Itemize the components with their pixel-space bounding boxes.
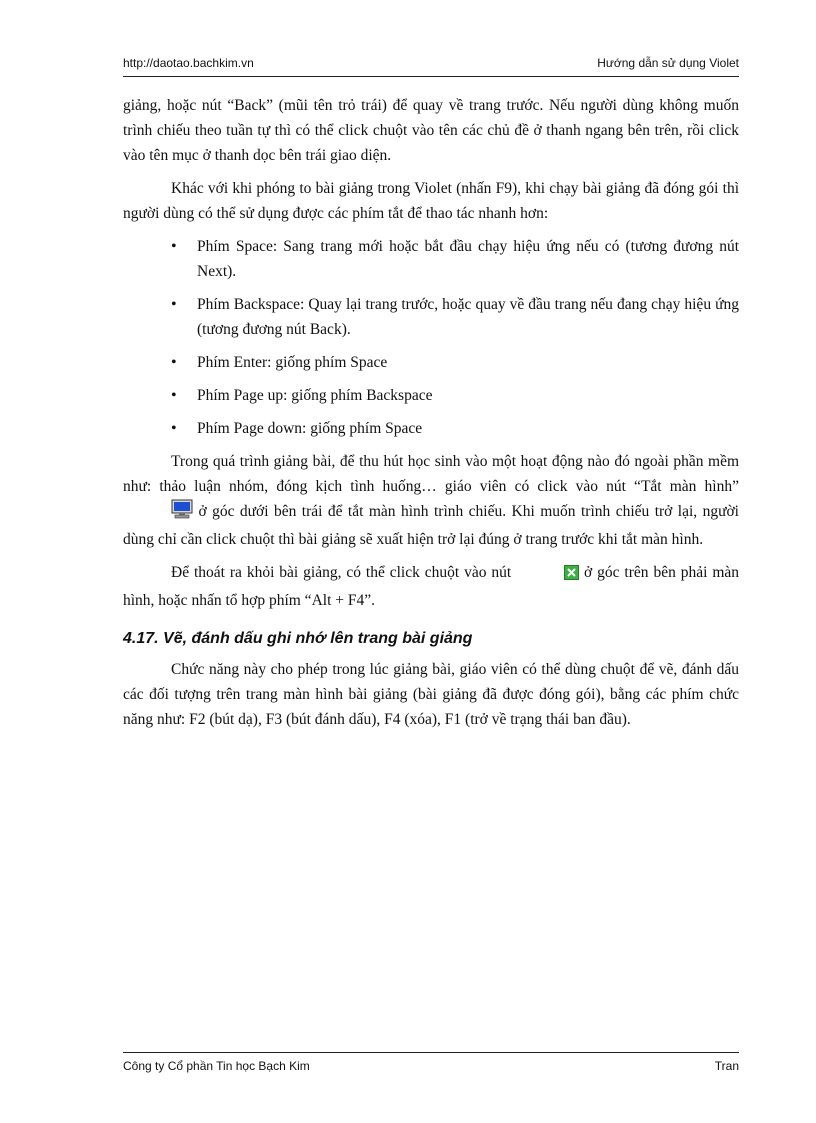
paragraph-2: Khác với khi phóng to bài giảng trong Violet (nhấn F9), khi chạy bài giảng đã đóng gói thì người dùng có thể sử dụng được các phím tắt để thao tác nhanh hơn: <box>123 180 739 222</box>
paragraph-5: Chức năng này cho phép trong lúc giảng bài, giáo viên có thể dùng chuột để vẽ, đánh dấu các đối tượng trên trang màn hình bài giảng (bài giảng đã được đóng gói), bằng các phím chức năng như: F2 (bút dạ), F3 (bút đánh dấu), F4 (xóa), F1 (trở về trạng thái ban đầu). <box>123 661 739 728</box>
paragraph-3-text-b: ở góc dưới bên trái để tắt màn hình trình chiếu. Khi muốn trình chiếu trở lại, người dùng chỉ cần click chuột thì bài giảng sẽ xuất hiện trở lại đúng ở trang trước khi tắt màn hình. <box>123 503 739 548</box>
page-header <box>123 56 739 77</box>
paragraph-1: giảng, hoặc nút “Back” (mũi tên trỏ trái) để quay về trang trước. Nếu người dùng không muốn trình chiếu theo tuần tự thì có thể click chuột vào tên các chủ đề ở thanh ngang bên trên, rồi click vào tên mục ở thanh dọc bên trái giao diện. <box>123 97 739 164</box>
paragraph-4-text-a: Để thoát ra khỏi bài giảng, có thể click chuột vào nút <box>171 564 512 581</box>
footer-author: Tran <box>714 1059 739 1073</box>
header-url: http://daotao.bachkim.vn <box>123 56 254 70</box>
list-item: • Phím Page down: giống phím Space <box>197 416 739 441</box>
monitor-icon <box>123 499 193 527</box>
footer-company: Công ty Cổ phần Tin học Bạch Kim <box>123 1059 310 1073</box>
list-item: • Phím Page up: giống phím Backspace <box>197 383 739 408</box>
section-heading: 4.17. Vẽ, đánh dấu ghi nhớ lên trang bài giảng <box>123 630 473 647</box>
paragraph-3-text-a: Trong quá trình giảng bài, để thu hút học sinh vào một hoạt động nào đó ngoài phần mềm như: thảo luận nhóm, đóng kịch tình huống… giáo viên có click vào nút “Tắt màn hình” <box>123 453 739 495</box>
paragraph-4-text-b: ở góc trên bên phải màn hình, hoặc nhấn tổ hợp phím “Alt + F4”. <box>123 564 740 609</box>
page-content <box>123 93 739 740</box>
list-item: • Phím Space: Sang trang mới hoặc bắt đầu chạy hiệu ứng nếu có (tương đương nút Next). <box>197 234 739 284</box>
paragraph-4 <box>123 560 739 613</box>
list-item: • Phím Enter: giống phím Space <box>197 350 739 375</box>
close-x-icon <box>516 563 579 588</box>
list-item: • Phím Backspace: Quay lại trang trước, hoặc quay về đầu trang nếu đang chạy hiệu ứng (tương đương nút Back). <box>197 292 739 342</box>
header-title: Hướng dẫn sử dụng Violet <box>597 56 739 70</box>
shortcut-list <box>123 234 739 441</box>
page-footer <box>123 1052 739 1073</box>
paragraph-3 <box>123 449 739 552</box>
